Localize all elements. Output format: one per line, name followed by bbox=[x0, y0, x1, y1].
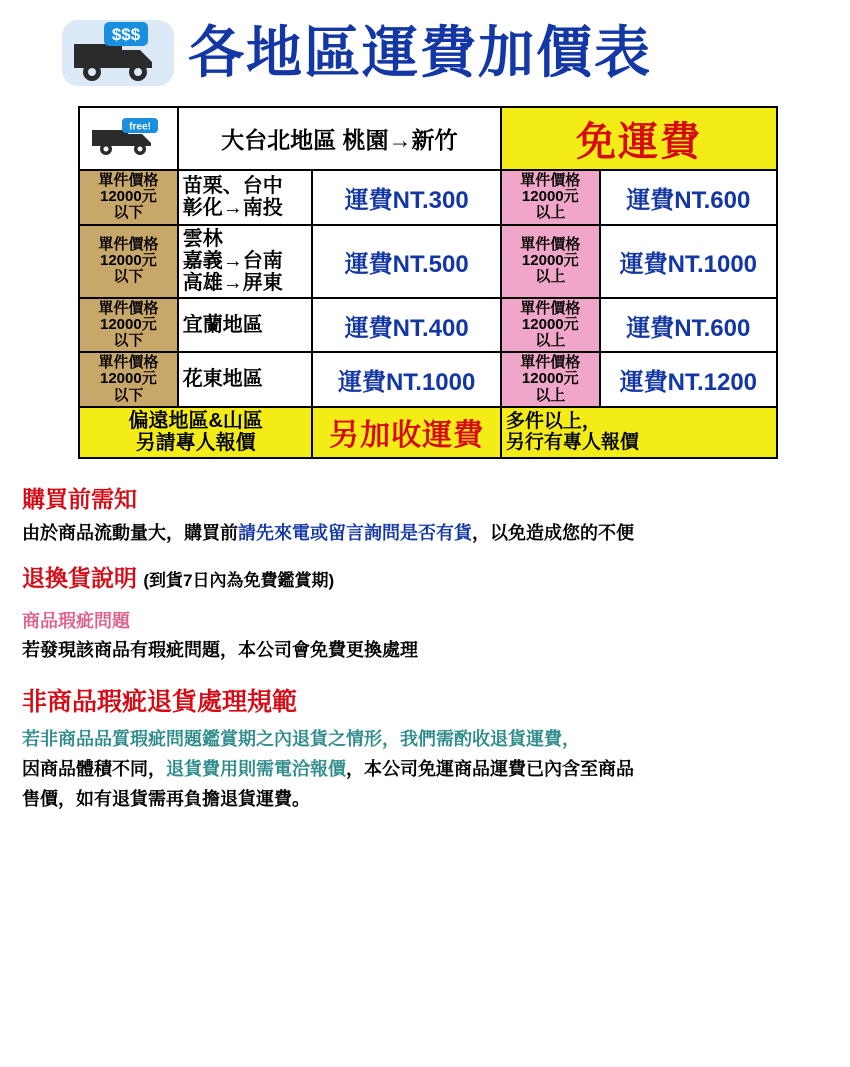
price-line: 12000元 bbox=[521, 315, 579, 333]
defect-body: 若發現該商品有瑕疵問題，本公司會免費更換處理 bbox=[22, 639, 418, 660]
price-line: 單件價格 bbox=[520, 299, 581, 317]
fee-high: 運費NT.1000 bbox=[600, 225, 777, 298]
price-line: 以上 bbox=[535, 204, 566, 222]
before-buy-body bbox=[22, 520, 834, 548]
remote-extra-fee: 另加收運費 bbox=[312, 407, 501, 458]
free-regions: 大台北地區 桃園→新竹 bbox=[178, 107, 501, 170]
shipping-fee-table bbox=[78, 106, 778, 459]
price-range-low bbox=[79, 298, 178, 353]
fee-high: 運費NT.1200 bbox=[600, 352, 777, 407]
nondefect-title: 非商品瑕疵退貨處理規範 bbox=[22, 688, 298, 717]
nondefect-line-3: 售價，如有退貨需再負擔退貨運費。 bbox=[22, 789, 310, 810]
price-line: 單件價格 bbox=[98, 299, 159, 317]
price-line: 12000元 bbox=[100, 252, 157, 270]
price-range-high bbox=[501, 170, 600, 225]
region-line: 雲林 bbox=[182, 227, 223, 250]
before-buy-text-2: ，以免造成您的不便 bbox=[472, 522, 634, 543]
price-line: 12000元 bbox=[521, 188, 579, 206]
table-row-free bbox=[79, 107, 777, 170]
remote-note-line: 多件以上， bbox=[505, 410, 601, 432]
free-truck-icon bbox=[79, 107, 178, 170]
table-row bbox=[79, 352, 777, 407]
remote-area-label bbox=[79, 407, 312, 458]
price-line: 單件價格 bbox=[520, 235, 581, 253]
price-line: 以上 bbox=[535, 386, 566, 404]
price-line: 12000元 bbox=[521, 370, 579, 388]
price-line: 12000元 bbox=[521, 252, 579, 270]
before-buy-title: 購買前需知 bbox=[22, 485, 137, 512]
region-name bbox=[178, 298, 313, 353]
region-line: 苗栗、台中 bbox=[182, 174, 283, 197]
svg-text:free!: free! bbox=[129, 121, 152, 133]
price-line: 以下 bbox=[113, 332, 144, 350]
price-line: 單件價格 bbox=[98, 354, 159, 372]
region-name bbox=[178, 352, 313, 407]
before-buy-text-1: 由於商品流動量大，購買前 bbox=[22, 522, 238, 543]
fee-low: 運費NT.300 bbox=[312, 170, 501, 225]
remote-line: 另請專人報價 bbox=[135, 432, 256, 455]
table-row bbox=[79, 170, 777, 225]
price-line: 12000元 bbox=[100, 315, 157, 333]
price-line: 以上 bbox=[535, 332, 566, 350]
region-name bbox=[178, 225, 313, 298]
price-line: 以上 bbox=[535, 268, 566, 286]
price-line: 單件價格 bbox=[98, 172, 159, 189]
price-range-low bbox=[79, 352, 178, 407]
price-line: 以下 bbox=[113, 386, 144, 404]
remote-note-line: 另行有專人報價 bbox=[505, 432, 639, 454]
svg-text:$$$: $$$ bbox=[111, 25, 141, 44]
before-buy-highlight: 請先來電或留言詢問是否有貨 bbox=[238, 522, 472, 543]
region-line: 高雄→屏東 bbox=[182, 272, 283, 295]
nondefect-line-1: 若非商品品質瑕疵問題鑑賞期之內退貨之情形，我們需酌收退貨運費， bbox=[22, 729, 580, 750]
nondefect-line-2 bbox=[22, 756, 834, 784]
price-range-low bbox=[79, 170, 178, 225]
price-range-high bbox=[501, 352, 600, 407]
price-line: 12000元 bbox=[100, 188, 157, 206]
return-policy-title bbox=[22, 560, 834, 593]
price-line: 單件價格 bbox=[98, 235, 159, 253]
region-line: 宜蘭地區 bbox=[182, 313, 263, 336]
delivery-truck-icon bbox=[60, 14, 180, 92]
price-line: 12000元 bbox=[100, 370, 157, 388]
region-line: 嘉義→台南 bbox=[182, 249, 283, 272]
price-range-high bbox=[501, 298, 600, 353]
nondefect-line-2c: ，本公司免運商品運費已內含至商品 bbox=[346, 759, 634, 780]
page-header bbox=[0, 0, 850, 98]
fee-high: 運費NT.600 bbox=[600, 298, 777, 353]
region-name bbox=[178, 170, 313, 225]
page-title: 各地區運費加價表 bbox=[188, 21, 652, 84]
region-line: 花東地區 bbox=[182, 368, 263, 391]
region-line: 彰化→南投 bbox=[182, 197, 283, 220]
table-row bbox=[79, 298, 777, 353]
price-range-high bbox=[501, 225, 600, 298]
price-range-low bbox=[79, 225, 178, 298]
price-line: 單件價格 bbox=[520, 354, 581, 372]
price-line: 以下 bbox=[113, 268, 144, 286]
fee-low: 運費NT.400 bbox=[312, 298, 501, 353]
fee-high: 運費NT.600 bbox=[600, 170, 777, 225]
remote-line: 偏遠地區&山區 bbox=[128, 409, 263, 432]
defect-title: 商品瑕疵問題 bbox=[22, 610, 130, 631]
fee-low: 運費NT.500 bbox=[312, 225, 501, 298]
nondefect-line-2a: 因商品體積不同， bbox=[22, 759, 166, 780]
table-row bbox=[79, 225, 777, 298]
remote-note bbox=[501, 407, 777, 458]
nondefect-line-2b: 退貨費用則需電洽報價 bbox=[166, 759, 346, 780]
return-policy-title-main: 退換貨說明 bbox=[22, 564, 137, 591]
fee-low: 運費NT.1000 bbox=[312, 352, 501, 407]
notes-section bbox=[22, 481, 834, 814]
table-row-remote bbox=[79, 407, 777, 458]
return-policy-title-sub: (到貨7日內為免費鑑賞期) bbox=[143, 570, 335, 590]
price-line: 以下 bbox=[113, 204, 144, 222]
price-line: 單件價格 bbox=[520, 172, 581, 189]
free-shipping-label: 免運費 bbox=[501, 107, 777, 170]
